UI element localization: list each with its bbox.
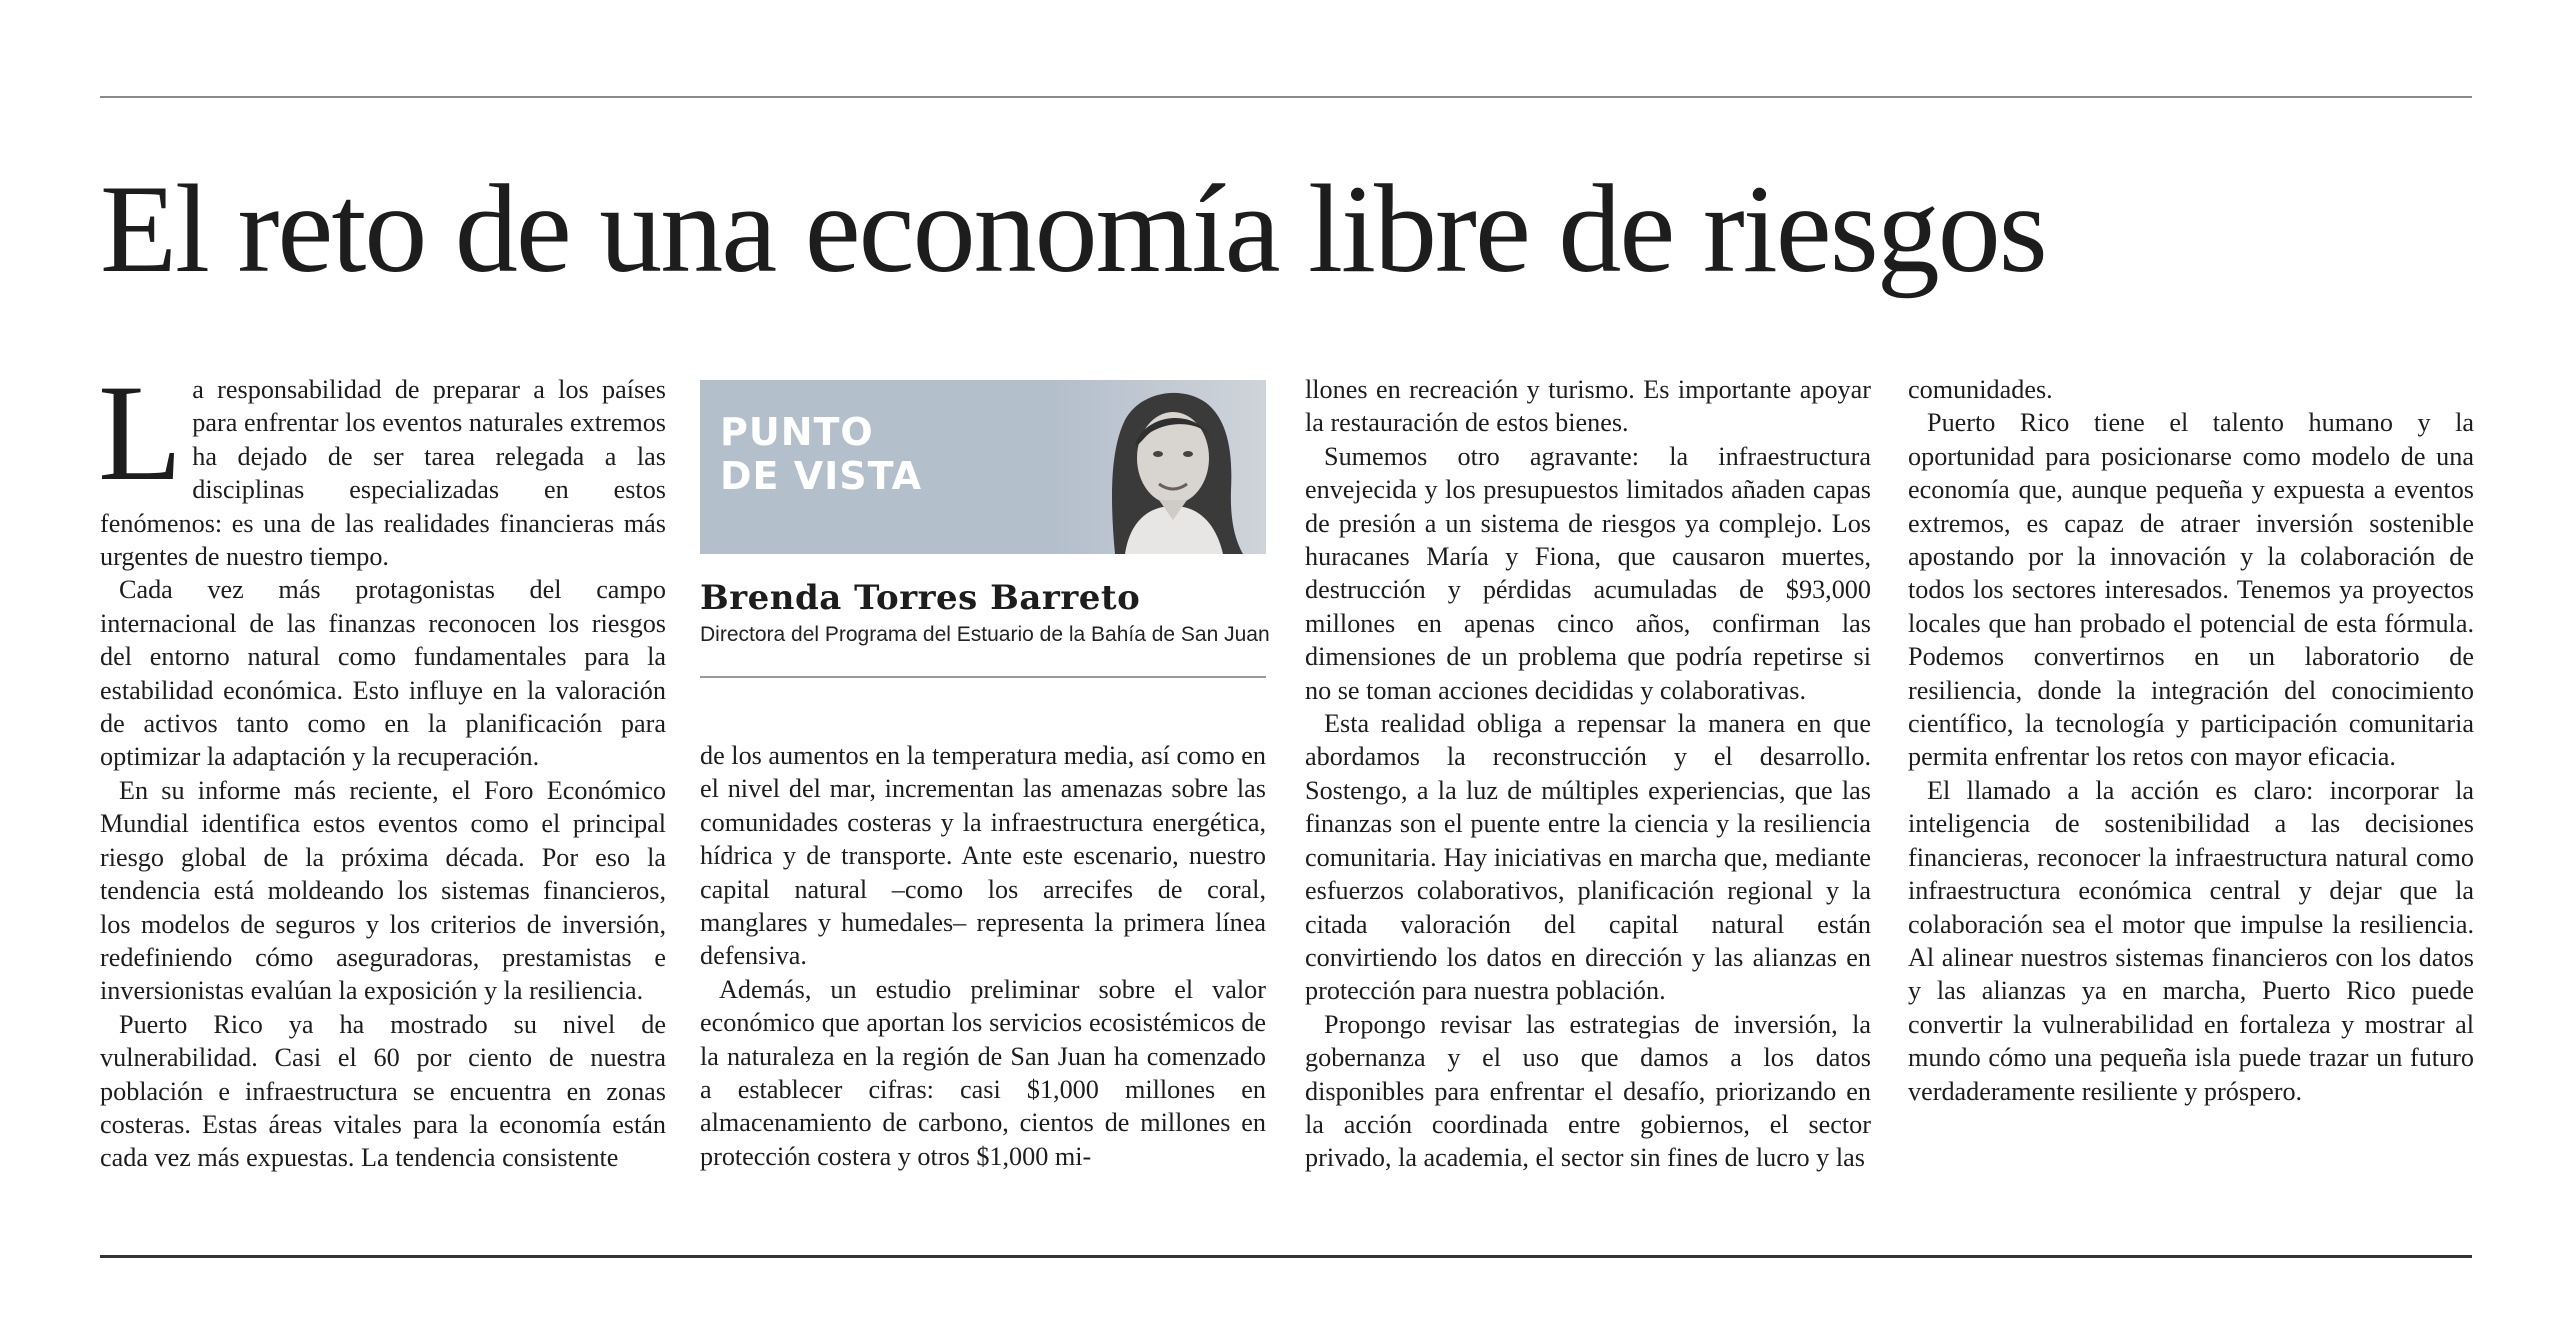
drop-cap: L xyxy=(98,356,183,509)
section-banner xyxy=(700,380,1266,554)
paragraph: de los aumentos en la temperatura media, así como en el nivel del mar, incrementan las amenazas sobre las comunidades costeras y la infraestructura energética, hídrica y de transporte. Ante este escenario, nuestro capital natural –como los arrecifes de coral, manglares y humedales– representa la primera línea defensiva. xyxy=(700,741,1266,971)
paragraph: llones en recreación y turismo. Es importante apoyar la restauración de estos bienes. xyxy=(1305,375,1871,438)
paragraph: En su informe más reciente, el Foro Económico Mundial identifica estos eventos como el principal riesgo global de la próxima década. Por eso la tendencia está moldeando los sistemas financieros, los modelos de seguros y los criterios de inversión, redefiniendo cómo aseguradoras, prestamistas e inversionistas evalúan la exposición y la resiliencia. xyxy=(100,775,666,1006)
paragraph-text: a responsabilidad de preparar a los países para enfrentar los eventos naturales extremos ha dejado de ser tarea relegada a las disciplinas especializadas en estos fenómenos: es una de las realidades financieras más urgentes de nuestro tiempo. xyxy=(100,375,666,572)
top-rule xyxy=(100,96,2472,98)
headline: El reto de una economía libre de riesgos xyxy=(100,160,2046,299)
author-portrait xyxy=(1055,380,1266,554)
column-3 xyxy=(1305,373,1871,1175)
section-label-line: DE VISTA xyxy=(720,454,923,498)
bottom-rule xyxy=(100,1255,2472,1258)
section-label xyxy=(720,410,922,498)
author-name: Brenda Torres Barreto xyxy=(700,578,1141,618)
paragraph: Puerto Rico ya ha mostrado su nivel de vulnerabilidad. Casi el 60 por ciento de nuestra población e infraestructura se encuentra en zonas costeras. Estas áreas vitales para la economía están cada vez más expuestas. La tendencia consistente xyxy=(100,1009,666,1173)
paragraph: comunidades. xyxy=(1908,375,2053,404)
section-label-line: PUNTO xyxy=(720,410,874,454)
author-role: Directora del Programa del Estuario de la Bahía de San Juan xyxy=(700,623,1270,646)
paragraph: Propongo revisar las estrategias de inversión, la gobernanza y el uso que damos a los datos disponibles para enfrentar el desafío, priorizando en la acción coordinada entre gobiernos, el sector privado, la academia, el sector sin fines de lucro y las xyxy=(1305,1009,1871,1173)
column-1 xyxy=(98,356,666,1175)
paragraph: El llamado a la acción es claro: incorporar la inteligencia de sostenibilidad a las decisiones financieras, reconocer la infraestructura natural como infraestructura económica central y dejar que la colaboración sea el motor que impulse la resiliencia. Al alinear nuestros sistemas financieros con los datos y las alianzas ya en marcha, Puerto Rico puede convertir la vulnerabilidad en fortaleza y mostrar al mundo cómo una pequeña isla puede trazar un futuro verdaderamente resiliente y próspero. xyxy=(1908,775,2474,1106)
author-divider xyxy=(700,676,1266,678)
paragraph: Cada vez más protagonistas del campo internacional de las finanzas reconocen los riesgos del entorno natural como fundamentales para la estabilidad económica. Esto influye en la valoración de activos tanto como en la planificación para optimizar la adaptación y la recuperación. xyxy=(100,575,666,772)
column-4 xyxy=(1908,373,2474,1108)
paragraph: Puerto Rico tiene el talento humano y la oportunidad para posicionarse como modelo de una economía que, aunque pequeña y expuesta a eventos extremos, es capaz de atraer inversión sostenible apostando por la innovación y la colaboración de todos los sectores interesados. Tenemos ya proyectos locales que han probado el potencial de esta fórmula. Podemos convertirnos en un laboratorio de resiliencia, donde la integración del conocimiento científico, la tecnología y participación comunitaria permita enfrentar los retos con mayor eficacia. xyxy=(1908,408,2474,772)
paragraph xyxy=(98,356,666,573)
paragraph: Sumemos otro agravante: la infraestructura envejecida y los presupuestos limitados añaden capas de presión a un sistema de riesgos ya complejo. Los huracanes María y Fiona, que causaron muertes, destrucción y pérdidas acumuladas de $93,000 millones en apenas cinco años, confirman las dimensiones de un problema que podría repetirse si no se toman acciones decididas y colaborativas. xyxy=(1305,441,1871,705)
paragraph: Además, un estudio preliminar sobre el valor económico que aportan los servicios ecosistémicos de la naturaleza en la región de San Juan ha comenzado a establecer cifras: casi $1,000 millones en almacenamiento de carbono, cientos de millones en protección costera y otros $1,000 mi- xyxy=(700,974,1266,1171)
column-2 xyxy=(700,739,1266,1173)
paragraph: Esta realidad obliga a repensar la manera en que abordamos la reconstrucción y el desarrollo. Sostengo, a la luz de múltiples experiencias, que las finanzas son el puente entre la ciencia y la resiliencia comunitaria. Hay iniciativas en marcha que, mediante esfuerzos colaborativos, planificación regional y la citada valoración del capital natural están convirtiendo los datos en dirección y las alianzas en protección para nuestra población. xyxy=(1305,709,1871,1006)
